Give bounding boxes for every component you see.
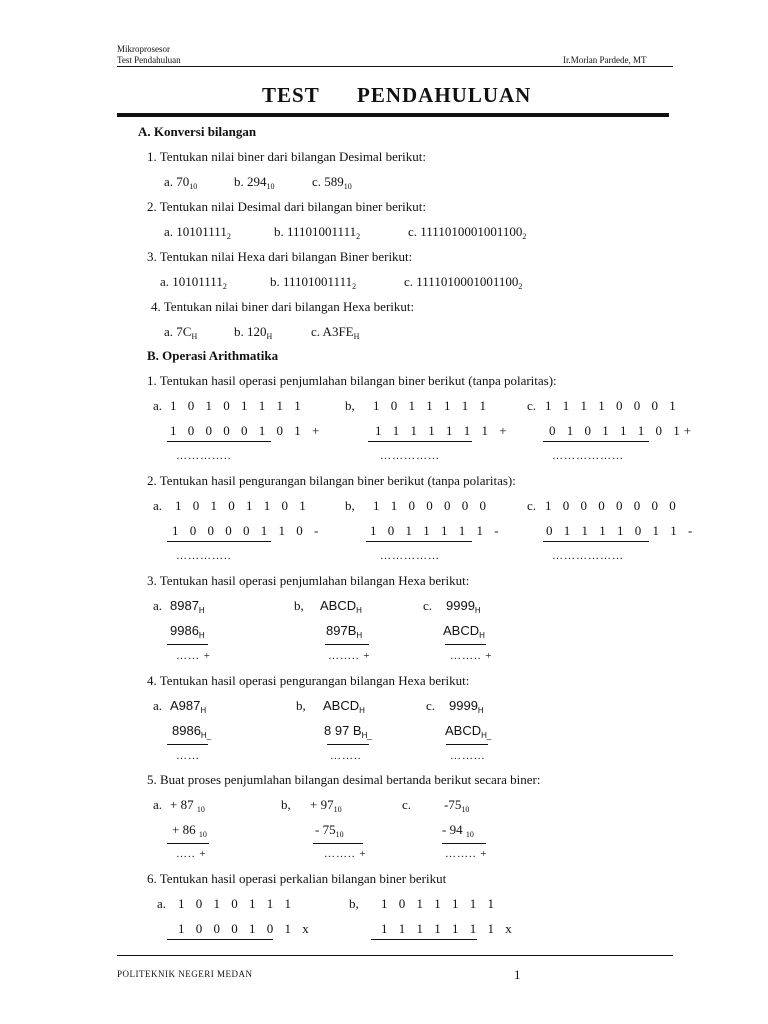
b3-b-label: b, <box>294 598 304 613</box>
b3-b-line <box>325 644 369 645</box>
answer-a3-c: c. $1111010001001100_2$ <box>404 274 523 291</box>
b6-b-line <box>371 939 477 940</box>
b2-a-operand1: 1 0 1 0 1 1 0 1 <box>175 498 310 513</box>
b2-b-line <box>366 541 472 542</box>
b4-a-operand2: $8986_{H\_}$ <box>172 723 212 740</box>
question-b4: 4. Tentukan hasil operasi pengurangan bilangan Hexa berikut: <box>147 673 470 688</box>
b5-c-line <box>442 843 486 844</box>
b3-b-answer: …….. + <box>328 650 371 662</box>
b5-b-line <box>313 843 363 844</box>
b6-a-operand2: 1 0 0 0 1 0 1 x <box>178 921 313 936</box>
b6-a-line <box>167 939 273 940</box>
b1-c-operand2: 0 1 0 1 1 1 0 1+ <box>549 423 696 438</box>
b2-b-operand1: 1 1 0 0 0 0 0 <box>373 498 490 513</box>
b4-a-answer: …… <box>176 750 200 762</box>
b6-b-operand1: 1 0 1 1 1 1 1 <box>381 896 498 911</box>
question-a1: 1. Tentukan nilai biner dari bilangan Desimal berikut: <box>147 149 426 164</box>
b3-a-answer: …… + <box>176 650 211 662</box>
question-b3: 3. Tentukan hasil operasi penjumlahan bilangan Hexa berikut: <box>147 573 470 588</box>
b3-a-label: a. <box>153 598 163 613</box>
b6-a-operand1: 1 0 1 0 1 1 1 <box>178 896 295 911</box>
answer-a2-a: a. $10101111_2$ <box>164 224 231 241</box>
b3-c-answer: …….. + <box>450 650 493 662</box>
b5-c-label: c. <box>402 797 412 812</box>
b1-c-answer: ……………… <box>552 450 624 462</box>
b2-a-line <box>167 541 271 542</box>
b1-b-answer: …………… <box>380 450 440 462</box>
b2-a-label: a. <box>153 498 163 513</box>
answer-a2-c: c. $1111010001001100_2$ <box>408 224 527 241</box>
b1-a-operand2: 1 0 0 0 0 1 0 1 + <box>170 423 324 438</box>
answer-a4-b: b. $120_H$ <box>234 324 273 341</box>
footer-rule <box>117 955 673 956</box>
b4-c-operand2: $ABCD_{H\_}$ <box>445 723 492 740</box>
b2-c-operand1: 1 0 0 0 0 0 0 0 <box>545 498 680 513</box>
b4-a-label: a. <box>153 698 163 713</box>
b2-c-operand2: 0 1 1 1 1 0 1 1 - <box>546 523 697 538</box>
footer-institution: POLITEKNIK NEGERI MEDAN <box>117 969 253 979</box>
b3-b-operand2: $897B_H$ <box>326 623 363 640</box>
b4-c-label: c. <box>426 698 436 713</box>
b5-b-operand2: - $75_{10}$ <box>315 822 344 839</box>
b5-b-answer: …….. + <box>324 848 367 860</box>
b3-a-operand1: $8987_H$ <box>170 598 205 615</box>
b4-b-operand2: 8 97 $B_{H\_}$ <box>324 723 372 740</box>
b1-b-line <box>368 441 472 442</box>
b4-b-label: b, <box>296 698 306 713</box>
question-b6: 6. Tentukan hasil operasi perkalian bilangan biner berikut <box>147 871 447 886</box>
header-author: Ir.Morlan Pardede, MT <box>563 55 647 65</box>
title-thick-rule <box>117 113 669 117</box>
b6-a-label: a. <box>157 896 167 911</box>
header-course: Mikroprosesor <box>117 44 170 54</box>
b5-c-answer: …….. + <box>445 848 488 860</box>
b3-c-line <box>445 644 486 645</box>
b2-c-answer: ……………… <box>552 550 624 562</box>
b3-b-operand1: $ABCD_H$ <box>320 598 362 615</box>
section-a-heading: A. Konversi bilangan <box>138 124 257 139</box>
b1-a-operand1: 1 0 1 0 1 1 1 1 <box>170 398 305 413</box>
b1-c-label: c. <box>527 398 537 413</box>
b2-b-answer: …………… <box>380 550 440 562</box>
b3-a-operand2: $9986_H$ <box>170 623 205 640</box>
section-b-heading: B. Operasi Arithmatika <box>147 348 279 363</box>
b1-b-label: b, <box>345 398 355 413</box>
b1-a-line <box>167 441 271 442</box>
b4-c-answer: ……... <box>450 750 486 762</box>
b5-b-operand1: + $97_{10}$ <box>310 797 342 814</box>
b1-b-operand1: 1 0 1 1 1 1 1 <box>373 398 490 413</box>
answer-a4-c: c. $A3FE_H$ <box>311 324 360 341</box>
b5-c-operand2: - 94 $_{10}$ <box>442 822 474 839</box>
b1-a-label: a. <box>153 398 163 413</box>
b1-b-operand2: 1 1 1 1 1 1 1 + <box>375 423 511 438</box>
b6-b-label: b, <box>349 896 359 911</box>
header-rule <box>117 66 673 67</box>
b6-b-operand2: 1 1 1 1 1 1 1 x <box>381 921 516 936</box>
header-subject: Test Pendahuluan <box>117 55 181 65</box>
question-b2: 2. Tentukan hasil pengurangan bilangan biner berikut (tanpa polaritas): <box>147 473 516 488</box>
b5-a-label: a. <box>153 797 163 812</box>
answer-a4-a: a. $7C_H$ <box>164 324 198 341</box>
b2-c-line <box>543 541 649 542</box>
b3-c-label: c. <box>423 598 433 613</box>
b1-c-line <box>543 441 649 442</box>
b2-b-label: b, <box>345 498 355 513</box>
b3-c-operand1: $9999_H$ <box>446 598 481 615</box>
b1-a-answer: ………….. <box>176 450 232 462</box>
b4-b-operand1: $ABCD_H$ <box>323 698 365 715</box>
question-b5: 5. Buat proses penjumlahan bilangan desimal bertanda berikut secara biner: <box>147 772 541 787</box>
b4-a-line <box>167 744 208 745</box>
question-b1: 1. Tentukan hasil operasi penjumlahan bilangan biner berikut (tanpa polaritas): <box>147 373 557 388</box>
b5-b-label: b, <box>281 797 291 812</box>
question-a3: 3. Tentukan nilai Hexa dari bilangan Biner berikut: <box>147 249 413 264</box>
b5-a-answer: ….. + <box>176 848 207 860</box>
footer-page-number: 1 <box>514 967 521 982</box>
b5-a-operand1: + 87 $_{10}$ <box>170 797 205 814</box>
b1-c-operand1: 1 1 1 1 0 0 0 1 <box>545 398 680 413</box>
b4-b-answer: …….. <box>330 750 362 762</box>
b4-b-line <box>327 744 369 745</box>
answer-a1-a: a. $70_{10}$ <box>164 174 198 191</box>
b3-a-line <box>167 644 208 645</box>
b5-c-operand1: $-75_{10}$ <box>444 797 470 814</box>
b2-a-answer: ………….. <box>176 550 232 562</box>
answer-a3-b: b. $11101001111_2$ <box>270 274 357 291</box>
b4-c-line <box>446 744 488 745</box>
question-a2: 2. Tentukan nilai Desimal dari bilangan biner berikut: <box>147 199 426 214</box>
b2-c-label: c. <box>527 498 537 513</box>
b4-c-operand1: $9999_H$ <box>449 698 484 715</box>
answer-a2-b: b. $11101001111_2$ <box>274 224 361 241</box>
b2-a-operand2: 1 0 0 0 0 1 1 0 - <box>172 523 323 538</box>
answer-a1-c: c. $589_{10}$ <box>312 174 352 191</box>
b5-a-line <box>167 843 209 844</box>
b5-a-operand2: + 86 $_{10}$ <box>172 822 207 839</box>
title-test: TEST <box>262 83 320 107</box>
answer-a1-b: b. $294_{10}$ <box>234 174 275 191</box>
b2-b-operand2: 1 0 1 1 1 1 1 - <box>370 523 503 538</box>
b4-a-operand1: $A987_H$ <box>170 698 207 715</box>
b3-c-operand2: $ABCD_H$ <box>443 623 485 640</box>
question-a4: 4. Tentukan nilai biner dari bilangan Hexa berikut: <box>151 299 415 314</box>
title-pendahuluan: PENDAHULUAN <box>357 83 532 107</box>
answer-a3-a: a. $10101111_2$ <box>160 274 227 291</box>
